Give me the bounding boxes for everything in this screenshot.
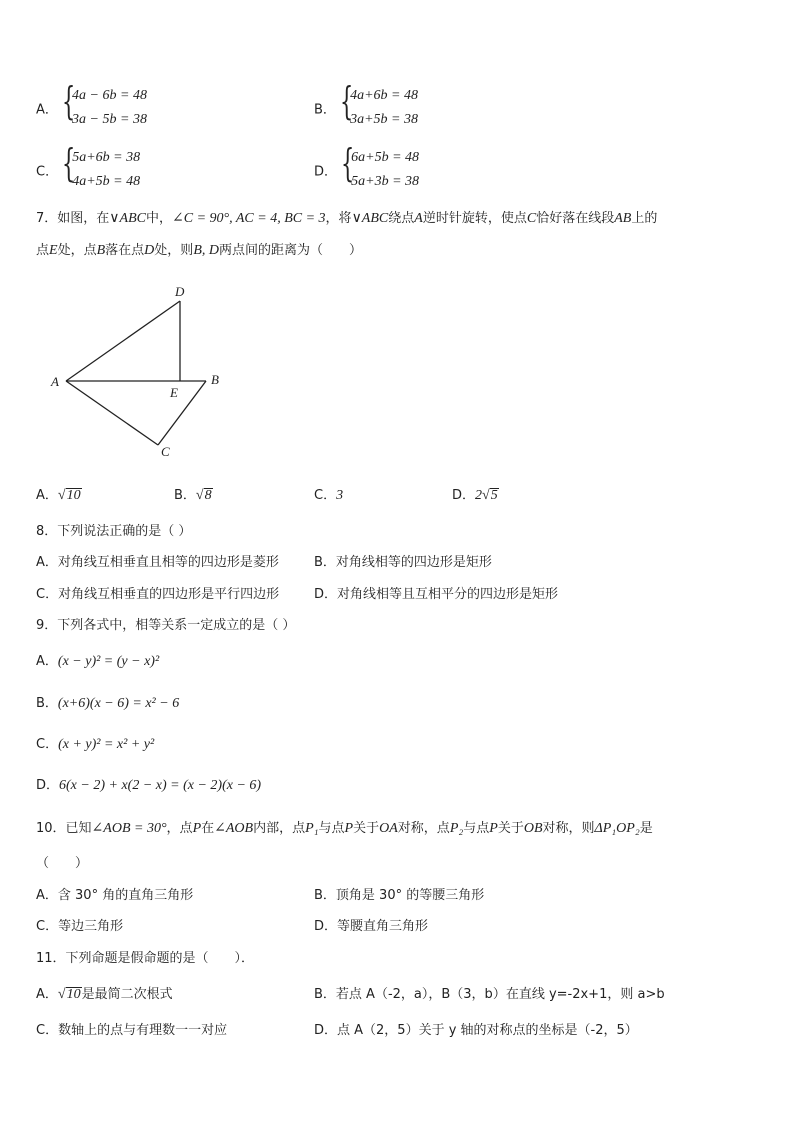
q9-option-b: B．(x+6)(x − 6) = x² − 6 (36, 696, 180, 711)
q11-option-c: C．数轴上的点与有理数一一对应 (36, 1023, 228, 1038)
q9-option-c: C．(x + y)² = x² + y² (36, 737, 155, 752)
q8-option-a: A．对角线互相垂直且相等的四边形是菱形 (36, 555, 279, 570)
q8-option-c: C．对角线互相垂直的四边形是平行四边形 (36, 587, 280, 602)
q7-option-b: B．√8 (174, 488, 212, 503)
q7-figure (40, 280, 240, 465)
q11-option-a: A．√10是最简二次根式 (36, 987, 173, 1002)
equation: 4a+5b = 48 (72, 174, 141, 189)
point-label-A: A (51, 374, 59, 389)
option-label: C． (36, 164, 59, 180)
segment-AD (66, 301, 180, 381)
segment-CB (158, 381, 206, 445)
option-label: B． (314, 102, 336, 118)
equation: 4a+6b = 48 (350, 88, 418, 103)
q10-option-b: B．顶角是 30° 的等腰三角形 (314, 888, 485, 903)
q8-option-b: B．对角线相等的四边形是矩形 (314, 555, 492, 570)
q6-option-d (314, 141, 420, 194)
q9-stem: 9．下列各式中，相等关系一定成立的是（ ） (36, 618, 296, 633)
option-label: D． (314, 164, 338, 180)
equation: 5a+6b = 38 (72, 150, 141, 165)
point-label-D: D (175, 284, 185, 299)
q10-answer-paren: （ ） (36, 856, 89, 871)
equation: 3a+5b = 38 (350, 112, 418, 127)
equation-system: { 4a − 6b = 48 3a − 5b = 38 (62, 84, 147, 132)
q9-option-d: D．6(x − 2) + x(2 − x) = (x − 2)(x − 6) (36, 778, 262, 793)
equation: 5a+3b = 38 (351, 174, 420, 189)
q11-option-d: D．点 A（2，5）关于 y 轴的对称点的坐标是（-2，5） (314, 1023, 638, 1038)
point-label-E: E (170, 385, 178, 400)
segment-AC (66, 381, 158, 445)
q8-option-d: D．对角线相等且互相平分的四边形是矩形 (314, 587, 559, 602)
q11-option-b: B．若点 A（-2，a），B（3，b）在直线 y=-2x+1，则 a>b (314, 987, 665, 1002)
q6-option-c (36, 141, 141, 194)
q9-option-a: A．(x − y)² = (y − x)² (36, 654, 160, 669)
equation-system: { 4a+6b = 48 3a+5b = 38 (340, 84, 418, 132)
q6-option-b (314, 79, 418, 132)
q10-option-c: C．等边三角形 (36, 919, 124, 934)
q10-option-a: A．含 30° 角的直角三角形 (36, 888, 194, 903)
q6-option-a (36, 79, 147, 132)
q7-option-a: A．√10 (36, 488, 81, 503)
q7-option-d: D．2√5 (452, 488, 498, 503)
equation: 6a+5b = 48 (351, 150, 420, 165)
q8-stem: 8．下列说法正确的是（ ） (36, 524, 192, 539)
point-label-C: C (161, 444, 170, 459)
q10-option-d: D．等腰直角三角形 (314, 919, 429, 934)
q7-stem-line2: 点E处，点B落在点D处，则B, D两点间的距离为（ ） (36, 243, 362, 258)
point-label-B: B (211, 372, 219, 387)
q7-option-c: C．3 (314, 488, 344, 503)
q7-stem-line1: 7．如图，在∨ABC中，∠C = 90°, AC = 4, BC = 3，将∨ABC绕点A逆时针旋转，使点C恰好落在线段AB上的 (36, 211, 658, 226)
equation-system: { 5a+6b = 38 4a+5b = 48 (62, 146, 140, 194)
equation: 4a − 6b = 48 (72, 88, 147, 103)
equation-system: { 6a+5b = 48 5a+3b = 38 (341, 146, 419, 194)
equation: 3a − 5b = 38 (72, 112, 147, 127)
q11-stem: 11．下列命题是假命题的是（ ）． (36, 951, 255, 966)
option-label: A． (36, 102, 58, 118)
q10-stem: 10．已知∠AOB = 30°，点P在∠AOB内部，点P₁与点P关于OA对称，点P₂与点P关于OB对称，则ΔP₁OP₂是 (36, 821, 653, 836)
